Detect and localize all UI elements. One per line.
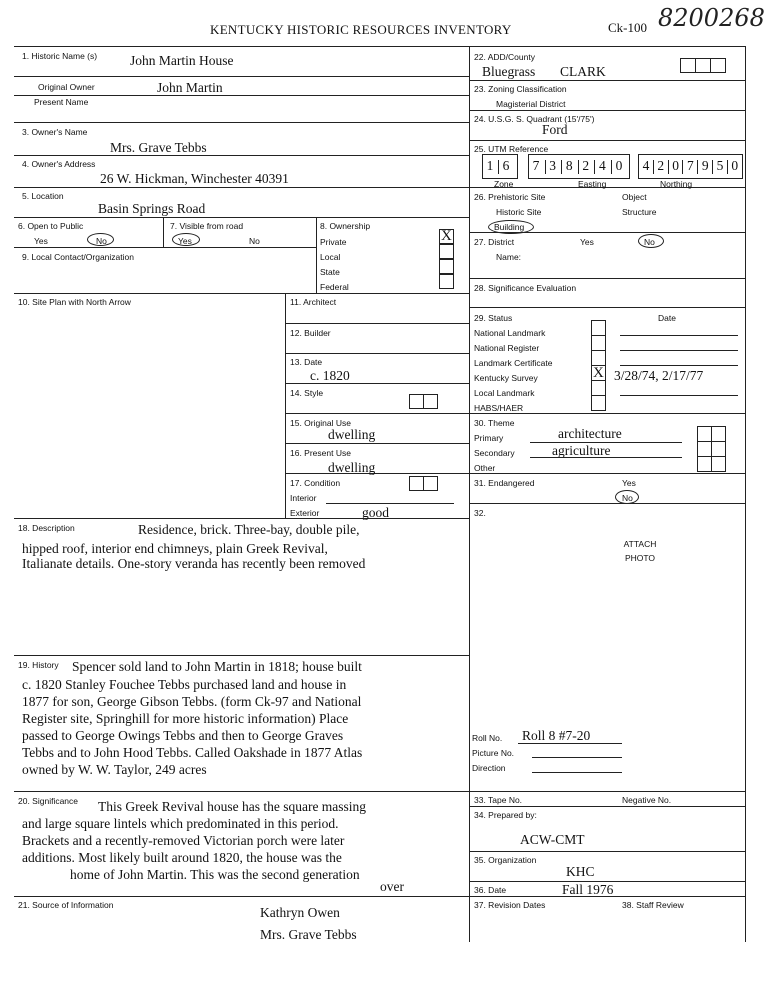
district-yes: Yes bbox=[580, 237, 594, 247]
rule bbox=[469, 80, 745, 81]
label-endangered: 31. Endangered bbox=[474, 478, 535, 488]
organization: KHC bbox=[566, 864, 595, 879]
visible-yes-circle bbox=[172, 233, 200, 246]
frame-top-right bbox=[469, 46, 745, 47]
label-object: Object bbox=[622, 192, 647, 202]
label-northing: Northing bbox=[660, 179, 693, 189]
status-habs: HABS/HAER bbox=[474, 403, 524, 413]
status-box-2 bbox=[591, 335, 606, 351]
rule bbox=[469, 791, 745, 792]
utm-separator bbox=[727, 160, 728, 174]
description-line-2: hipped roof, interior end chimneys, plain Greek Revival, bbox=[22, 541, 328, 556]
rule bbox=[14, 655, 469, 656]
label-organization: 35. Organization bbox=[474, 855, 537, 865]
label-primary: Primary bbox=[474, 433, 504, 443]
label-magisterial: Magisterial District bbox=[496, 99, 566, 109]
utm-separator bbox=[545, 160, 546, 174]
label-date: 13. Date bbox=[290, 357, 323, 367]
utm-digit: 1 bbox=[486, 158, 494, 173]
rule bbox=[469, 110, 745, 111]
label-location: 5. Location bbox=[22, 191, 64, 201]
significance-line-3: Brackets and a recently-removed Victorian porch were later bbox=[22, 833, 345, 848]
theme-box-3 bbox=[697, 441, 712, 457]
label-utm: 25. UTM Reference bbox=[474, 144, 549, 154]
label-prepared-by: 34. Prepared by: bbox=[474, 810, 537, 820]
utm-separator bbox=[712, 160, 713, 174]
prepared-by: ACW-CMT bbox=[520, 832, 585, 847]
utm-digit: 0 bbox=[731, 158, 739, 173]
label-historic-site: Historic Site bbox=[496, 207, 542, 217]
handwritten-number: 8200268 bbox=[658, 4, 765, 32]
style-box-2 bbox=[423, 394, 438, 409]
label-history: 19. History bbox=[18, 660, 59, 670]
open-no: No bbox=[96, 236, 107, 246]
endangered-no: No bbox=[622, 493, 633, 503]
rule bbox=[469, 140, 745, 141]
roll-number: Roll 8 #7-20 bbox=[522, 728, 591, 743]
label-prep-date: 36. Date bbox=[474, 885, 507, 895]
label-ownership: 8. Ownership bbox=[320, 221, 371, 231]
rule bbox=[285, 323, 469, 324]
utm-digit: 3 bbox=[549, 158, 556, 173]
label-builder: 12. Builder bbox=[290, 328, 331, 338]
history-line-2: c. 1820 Stanley Fouchee Tebbs purchased land and house in bbox=[22, 677, 347, 692]
historic-name: John Martin House bbox=[130, 53, 234, 68]
label-owner-address: 4. Owner's Address bbox=[22, 159, 96, 169]
label-owner-name: 3. Owner's Name bbox=[22, 127, 88, 137]
label-style: 14. Style bbox=[290, 388, 324, 398]
add-box-1 bbox=[680, 58, 696, 73]
label-picture-no: Picture No. bbox=[472, 748, 515, 758]
frame-right bbox=[745, 46, 746, 942]
source-2: Mrs. Grave Tebbs bbox=[260, 927, 357, 942]
label-present-name: Present Name bbox=[34, 97, 89, 107]
utm-digit: 5 bbox=[716, 158, 724, 173]
rule bbox=[620, 335, 738, 336]
status-national-landmark: National Landmark bbox=[474, 328, 546, 338]
label-architect: 11. Architect bbox=[290, 297, 337, 307]
add-county-1: Bluegrass bbox=[482, 64, 536, 79]
theme-box-4 bbox=[711, 441, 726, 457]
build-date: c. 1820 bbox=[310, 368, 350, 383]
ownership-checkbox-state bbox=[439, 259, 454, 274]
description-line-3: Italianate details. One-story veranda has recently been removed bbox=[22, 556, 366, 571]
label-theme: 30. Theme bbox=[474, 418, 515, 428]
label-exterior: Exterior bbox=[290, 508, 320, 518]
utm-digit: 6 bbox=[502, 158, 510, 173]
survey-date: 3/28/74, 2/17/77 bbox=[614, 368, 704, 383]
quadrant: Ford bbox=[542, 122, 568, 137]
rule bbox=[14, 518, 469, 519]
utm-digit: 7 bbox=[532, 158, 540, 173]
utm-separator bbox=[697, 160, 698, 174]
rule bbox=[469, 806, 745, 807]
label-staff-review: 38. Staff Review bbox=[622, 900, 684, 910]
utm-digit: 0 bbox=[672, 158, 679, 173]
owner-name: Mrs. Grave Tebbs bbox=[110, 140, 207, 155]
rule bbox=[326, 503, 454, 504]
add-box-2 bbox=[695, 58, 711, 73]
label-prehistoric: 26. Prehistoric Site bbox=[474, 192, 546, 202]
status-local-landmark: Local Landmark bbox=[474, 388, 535, 398]
label-interior: Interior bbox=[290, 493, 317, 503]
survey-mark: X bbox=[593, 365, 604, 381]
status-box-1 bbox=[591, 320, 606, 336]
label-zone: Zone bbox=[494, 179, 514, 189]
exterior-condition: good bbox=[362, 505, 389, 520]
endangered-no-circle bbox=[615, 490, 639, 504]
label-status-date: Date bbox=[658, 313, 676, 323]
significance-line-5: home of John Martin. This was the second generation bbox=[70, 867, 360, 882]
district-no: No bbox=[644, 237, 655, 247]
original-use: dwelling bbox=[328, 427, 376, 442]
rule bbox=[14, 95, 469, 96]
rule bbox=[620, 395, 738, 396]
rule bbox=[14, 896, 469, 897]
label-significance: 20. Significance bbox=[18, 796, 79, 806]
label-negative-no: Negative No. bbox=[622, 795, 672, 805]
add-county-2: CLARK bbox=[560, 64, 606, 79]
utm-separator bbox=[594, 160, 595, 174]
rule bbox=[14, 155, 469, 156]
rule bbox=[620, 365, 738, 366]
label-name: Name: bbox=[496, 252, 522, 262]
history-line-1: Spencer sold land to John Martin in 1818; house built bbox=[72, 659, 362, 674]
ownership-checkbox-federal bbox=[439, 274, 454, 289]
ownership-local: Local bbox=[320, 252, 341, 262]
label-source: 21. Source of Information bbox=[18, 900, 114, 910]
owner-address: 26 W. Hickman, Winchester 40391 bbox=[100, 171, 289, 186]
label-original-use: 15. Original Use bbox=[290, 418, 351, 428]
significance-line-4: additions. Most likely built around 1820, the house was the bbox=[22, 850, 342, 865]
rule bbox=[620, 350, 738, 351]
rule bbox=[285, 473, 469, 474]
prep-date: Fall 1976 bbox=[562, 882, 614, 897]
label-add-county: 22. ADD/County bbox=[474, 52, 535, 62]
rule bbox=[14, 247, 316, 248]
history-line-3: 1877 for son, George Gibson Tebbs. (form Ck-97 and National bbox=[22, 694, 362, 709]
significance-line-1: This Greek Revival house has the square massing bbox=[98, 799, 367, 814]
rule bbox=[285, 293, 286, 518]
label-32: 32. bbox=[474, 508, 486, 518]
rule bbox=[285, 443, 469, 444]
rule bbox=[532, 757, 622, 758]
label-sig-eval: 28. Significance Evaluation bbox=[474, 283, 577, 293]
utm-digit: 0 bbox=[615, 158, 623, 173]
ownership-federal: Federal bbox=[320, 282, 349, 292]
location: Basin Springs Road bbox=[98, 201, 206, 216]
utm-digit: 4 bbox=[599, 158, 606, 173]
label-easting: Easting bbox=[578, 179, 607, 189]
frame-center bbox=[469, 46, 470, 942]
status-national-register: National Register bbox=[474, 343, 540, 353]
visible-no: No bbox=[249, 236, 260, 246]
original-owner: John Martin bbox=[157, 80, 223, 95]
ownership-mark: X bbox=[441, 228, 452, 244]
label-original-owner: Original Owner bbox=[38, 82, 95, 92]
utm-digit: 2 bbox=[657, 158, 665, 173]
endangered-yes: Yes bbox=[622, 478, 636, 488]
label-present-use: 16. Present Use bbox=[290, 448, 351, 458]
label-local-contact: 9. Local Contact/Organization bbox=[22, 252, 134, 262]
theme-box-2 bbox=[711, 426, 726, 442]
condition-box-1 bbox=[409, 476, 424, 491]
label-tape-no: 33. Tape No. bbox=[474, 795, 523, 805]
rule bbox=[285, 413, 469, 414]
rule bbox=[14, 293, 469, 294]
description-line-1: Residence, brick. Three-bay, double pile, bbox=[138, 522, 360, 537]
rule bbox=[14, 217, 469, 218]
theme-box-5 bbox=[697, 456, 712, 472]
rule bbox=[469, 278, 745, 279]
utm-separator bbox=[611, 160, 612, 174]
history-line-4: Register site, Springhill for more historic information) Place bbox=[22, 711, 349, 726]
utm-digit: 7 bbox=[687, 158, 694, 173]
history-line-5: passed to George Owings Tebbs and then to George Graves bbox=[22, 728, 344, 743]
building-circle bbox=[488, 220, 534, 234]
label-open-to-public: 6. Open to Public bbox=[18, 221, 84, 231]
significance-line-2: and large square lintels which predominated in this period. bbox=[22, 816, 339, 831]
rule bbox=[469, 413, 745, 414]
label-site-plan: 10. Site Plan with North Arrow bbox=[18, 297, 131, 307]
condition-box-2 bbox=[423, 476, 438, 491]
utm-digit: 8 bbox=[565, 158, 573, 173]
label-direction: Direction bbox=[472, 763, 506, 773]
label-status: 29. Status bbox=[474, 313, 513, 323]
history-line-6: Tebbs and to John Hood Tebbs. Called Oakshade in 1877 Atlas bbox=[22, 745, 363, 760]
label-historic-name: 1. Historic Name (s) bbox=[22, 51, 98, 61]
rule bbox=[163, 217, 164, 247]
utm-separator bbox=[578, 160, 579, 174]
status-box-6 bbox=[591, 395, 606, 411]
rule bbox=[469, 503, 745, 504]
theme-box-6 bbox=[711, 456, 726, 472]
ownership-private: Private bbox=[320, 237, 347, 247]
open-no-circle bbox=[87, 233, 114, 246]
add-box-3 bbox=[710, 58, 726, 73]
status-box-3 bbox=[591, 350, 606, 366]
status-box-5 bbox=[591, 380, 606, 396]
significance-over: over bbox=[380, 879, 404, 894]
label-building: Building bbox=[494, 222, 525, 232]
rule bbox=[14, 187, 469, 188]
open-yes: Yes bbox=[34, 236, 48, 246]
label-revision-dates: 37. Revision Dates bbox=[474, 900, 546, 910]
theme-secondary: agriculture bbox=[552, 443, 611, 458]
utm-separator bbox=[498, 160, 499, 174]
label-roll-no: Roll No. bbox=[472, 733, 503, 743]
label-district: 27. District bbox=[474, 237, 515, 247]
label-secondary: Secondary bbox=[474, 448, 515, 458]
rule bbox=[469, 307, 745, 308]
rule bbox=[14, 122, 469, 123]
utm-digit: 2 bbox=[582, 158, 590, 173]
utm-separator bbox=[682, 160, 683, 174]
utm-digit: 4 bbox=[642, 158, 650, 173]
rule bbox=[469, 851, 745, 852]
status-landmark-certificate: Landmark Certificate bbox=[474, 358, 553, 368]
history-line-7: owned by W. W. Taylor, 249 acres bbox=[22, 762, 207, 777]
form-id: Ck-100 bbox=[608, 20, 647, 35]
style-box-1 bbox=[409, 394, 424, 409]
utm-digit: 9 bbox=[701, 158, 709, 173]
rule bbox=[469, 473, 745, 474]
label-quadrant: 24. U.S.G. S. Quadrant (15'/75') bbox=[474, 114, 595, 124]
theme-box-1 bbox=[697, 426, 712, 442]
rule bbox=[14, 791, 469, 792]
visible-yes: Yes bbox=[178, 236, 192, 246]
label-condition: 17. Condition bbox=[290, 478, 341, 488]
district-no-circle bbox=[638, 234, 664, 248]
rule bbox=[530, 457, 682, 458]
utm-separator bbox=[561, 160, 562, 174]
frame-top bbox=[14, 46, 469, 47]
rule bbox=[316, 217, 317, 293]
utm-separator bbox=[653, 160, 654, 174]
ownership-state: State bbox=[320, 267, 340, 277]
label-zoning: 23. Zoning Classification bbox=[474, 84, 567, 94]
rule bbox=[530, 442, 682, 443]
label-structure: Structure bbox=[622, 207, 657, 217]
rule bbox=[285, 353, 469, 354]
label-other: Other bbox=[474, 463, 496, 473]
form-title: KENTUCKY HISTORIC RESOURCES INVENTORY bbox=[210, 22, 512, 37]
utm-separator bbox=[668, 160, 669, 174]
status-kentucky-survey: Kentucky Survey bbox=[474, 373, 538, 383]
rule bbox=[532, 772, 622, 773]
rule bbox=[518, 743, 622, 744]
theme-primary: architecture bbox=[558, 426, 622, 441]
label-description: 18. Description bbox=[18, 523, 75, 533]
rule bbox=[14, 76, 469, 77]
ownership-checkbox-local bbox=[439, 244, 454, 259]
source-1: Kathryn Owen bbox=[260, 905, 340, 920]
attach-photo: ATTACH PHOTO bbox=[623, 539, 657, 563]
present-use: dwelling bbox=[328, 460, 376, 475]
label-visible-from-road: 7. Visible from road bbox=[170, 221, 244, 231]
